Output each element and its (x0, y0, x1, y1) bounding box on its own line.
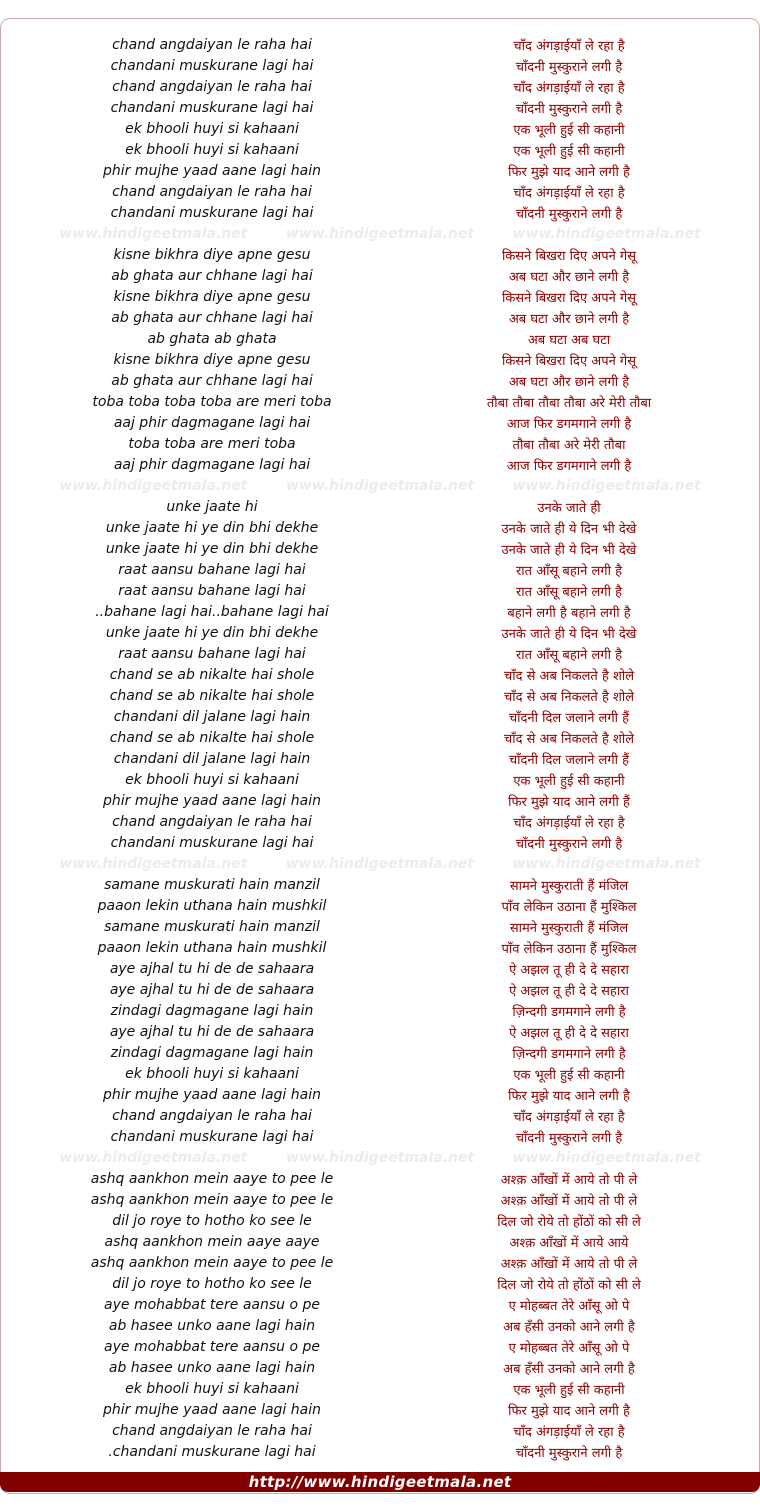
lyric-english: dil jo roye to hotho ko see le (112, 1275, 312, 1292)
lyric-hindi: ज़िन्दगी डगमगाने लगी है (512, 1004, 626, 1020)
lyric-line (0, 1357, 760, 1378)
lyric-hindi: दिल जो रोये तो होंठों को सी ले (497, 1214, 641, 1230)
lyric-line (0, 937, 760, 958)
lyric-line (0, 832, 760, 853)
lyric-english: ab ghata aur chhane lagi hai (111, 309, 313, 326)
lyric-line (0, 265, 760, 286)
lyric-line (0, 412, 760, 433)
lyric-line (0, 433, 760, 454)
lyric-hindi: ऐ अझल तू ही दे दे सहारा (509, 962, 629, 978)
lyric-hindi: उनके जाते ही ये दिन भी देखे (501, 542, 637, 558)
watermark-text: www.hindigeetmala.net (59, 1149, 248, 1166)
lyrics-container (0, 34, 760, 1462)
lyric-english: unke jaate hi (166, 498, 258, 515)
lyric-hindi: फिर मुझे याद आने लगी है (508, 164, 630, 180)
lyric-line (0, 664, 760, 685)
lyric-hindi: रात आँसू बहाने लगी है (515, 584, 622, 600)
lyric-english: chand angdaiyan le raha hai (112, 183, 312, 200)
watermark-row (0, 1147, 760, 1168)
lyric-hindi: चाँदनी मुस्कुराने लगी है (515, 836, 623, 852)
lyric-english: aye ajhal tu hi de de sahaara (109, 1023, 315, 1040)
lyric-english: chandani dil jalane lagi hain (113, 750, 311, 767)
lyric-hindi: अब हँसी उनको आने लगी है (503, 1319, 635, 1335)
lyric-hindi: उनके जाते ही ये दिन भी देखे (501, 521, 637, 537)
lyric-hindi: अश्क़ आँखों में आये आये (509, 1235, 629, 1251)
lyric-line (0, 1021, 760, 1042)
watermark-text: www.hindigeetmala.net (59, 225, 248, 242)
lyric-line (0, 1210, 760, 1231)
lyric-english: paaon lekin uthana hain mushkil (97, 939, 327, 956)
lyric-line (0, 1084, 760, 1105)
lyric-line (0, 958, 760, 979)
watermark-row (0, 475, 760, 496)
lyric-hindi: उनके जाते ही (537, 500, 601, 516)
lyric-english: chand se ab nikalte hai shole (109, 666, 315, 683)
lyric-line (0, 349, 760, 370)
lyric-english: ab hasee unko aane lagi hain (108, 1359, 316, 1376)
lyric-english: ek bhooli huyi si kahaani (125, 771, 299, 788)
lyric-english: chand angdaiyan le raha hai (112, 1107, 312, 1124)
lyric-english: dil jo roye to hotho ko see le (112, 1212, 312, 1229)
lyric-english: phir mujhe yaad aane lagi hain (103, 792, 321, 809)
lyric-line (0, 1126, 760, 1147)
lyric-hindi: चाँद अंगड़ाईयाँ ले रहा है (513, 185, 625, 201)
lyric-english: aye mohabbat tere aansu o pe (104, 1338, 320, 1355)
watermark-text: www.hindigeetmala.net (512, 855, 701, 872)
lyric-line (0, 685, 760, 706)
lyric-hindi: चाँद अंगड़ाईयाँ ले रहा है (513, 38, 625, 54)
lyric-line (0, 1378, 760, 1399)
watermark-row (0, 223, 760, 244)
lyric-line (0, 286, 760, 307)
lyric-line (0, 1294, 760, 1315)
lyric-hindi: एक भूली हुई सी कहानी (513, 773, 625, 789)
lyric-english: raat aansu bahane lagi hai (118, 645, 306, 662)
lyric-hindi: चाँदनी दिल जलाने लगी हैं (508, 710, 630, 726)
lyric-line (0, 34, 760, 55)
lyric-hindi: किसने बिखरा दिए अपने गेसू (501, 353, 637, 369)
lyric-english: kisne bikhra diye apne gesu (113, 288, 311, 305)
stanza (0, 874, 760, 1147)
lyric-english: paaon lekin uthana hain mushkil (97, 897, 327, 914)
lyric-english: phir mujhe yaad aane lagi hain (103, 162, 321, 179)
lyric-line (0, 601, 760, 622)
footer-bar (0, 1472, 760, 1492)
lyric-hindi: अब घटा और छाने लगी है (508, 269, 630, 285)
lyric-line (0, 706, 760, 727)
watermark-text: www.hindigeetmala.net (285, 855, 475, 872)
lyric-hindi: अब हँसी उनको आने लगी है (503, 1361, 635, 1377)
lyric-english: chand angdaiyan le raha hai (112, 1422, 312, 1439)
lyric-line (0, 874, 760, 895)
lyric-english: ashq aankhon mein aaye aaye (104, 1233, 320, 1250)
lyric-hindi: एक भूली हुई सी कहानी (513, 122, 625, 138)
lyric-line (0, 916, 760, 937)
lyric-english: chandani muskurane lagi hai (110, 204, 314, 221)
lyric-line (0, 1399, 760, 1420)
lyric-english: chandani muskurane lagi hai (110, 1128, 314, 1145)
lyric-english: ab ghata aur chhane lagi hai (111, 372, 313, 389)
lyric-line (0, 1000, 760, 1021)
lyric-line (0, 979, 760, 1000)
lyric-line (0, 307, 760, 328)
lyric-english: chand angdaiyan le raha hai (112, 36, 312, 53)
lyric-hindi: चाँदनी दिल जलाने लगी हैं (508, 752, 630, 768)
lyric-english: unke jaate hi ye din bhi dekhe (105, 624, 319, 641)
lyric-hindi: किसने बिखरा दिए अपने गेसू (501, 290, 637, 306)
lyric-hindi: ज़िन्दगी डगमगाने लगी है (512, 1046, 626, 1062)
watermark-text: www.hindigeetmala.net (512, 225, 701, 242)
lyric-line (0, 181, 760, 202)
lyric-hindi: चाँद से अब निकलते है शोले (503, 731, 635, 747)
lyric-hindi: चाँदनी मुस्कुराने लगी है (515, 1130, 623, 1146)
lyric-english: toba toba toba toba are meri toba (92, 393, 332, 410)
lyric-hindi: दिल जो रोये तो होंठों को सी ले (497, 1277, 641, 1293)
lyric-line (0, 895, 760, 916)
lyric-hindi: फिर मुझे याद आने लगी है (508, 1403, 630, 1419)
lyric-english: chandani dil jalane lagi hain (113, 708, 311, 725)
lyric-english: phir mujhe yaad aane lagi hain (103, 1401, 321, 1418)
lyric-hindi: तौबा तौबा तौबा तौबा अरे मेरी तौबा (486, 395, 652, 411)
lyric-hindi: अब घटा और छाने लगी है (508, 311, 630, 327)
stanza (0, 1168, 760, 1462)
lyric-english: kisne bikhra diye apne gesu (113, 246, 311, 263)
lyric-line (0, 1252, 760, 1273)
lyric-english: chand angdaiyan le raha hai (112, 78, 312, 95)
lyric-hindi: एक भूली हुई सी कहानी (513, 1382, 625, 1398)
lyric-hindi: फिर मुझे याद आने लगी हैं (508, 794, 630, 810)
lyric-english: chand se ab nikalte hai shole (109, 729, 315, 746)
lyric-line (0, 55, 760, 76)
lyric-line (0, 1168, 760, 1189)
lyric-hindi: चाँदनी मुस्कुराने लगी है (515, 206, 623, 222)
lyric-hindi: चाँद से अब निकलते है शोले (503, 689, 635, 705)
lyric-line (0, 580, 760, 601)
lyric-hindi: अश्क़ आँखों में आये तो पी ले (500, 1172, 638, 1188)
lyric-hindi: ए मोहब्बत तेरे आँसू ओ पे (508, 1298, 630, 1314)
lyric-line (0, 118, 760, 139)
lyric-hindi: तौबा तौबा अरे मेरी तौबा (512, 437, 626, 453)
lyric-hindi: ऐ अझल तू ही दे दे सहारा (509, 983, 629, 999)
lyric-line (0, 538, 760, 559)
watermark-text: www.hindigeetmala.net (512, 477, 701, 494)
lyric-line (0, 76, 760, 97)
lyric-english: chand se ab nikalte hai shole (109, 687, 315, 704)
footer-url[interactable]: http://www.hindigeetmala.net (248, 1473, 512, 1491)
lyric-hindi: आज फिर डगमगाने लगी है (506, 458, 632, 474)
lyric-english: ek bhooli huyi si kahaani (125, 1065, 299, 1082)
lyric-english: chandani muskurane lagi hai (110, 99, 314, 116)
lyric-english: samane muskurati hain manzil (104, 876, 320, 893)
lyric-line (0, 1336, 760, 1357)
lyric-line (0, 643, 760, 664)
lyric-line (0, 496, 760, 517)
lyric-hindi: ए मोहब्बत तेरे आँसू ओ पे (508, 1340, 630, 1356)
lyric-line (0, 790, 760, 811)
lyric-english: zindagi dagmagane lagi hain (110, 1044, 314, 1061)
lyric-line (0, 811, 760, 832)
lyric-line (0, 370, 760, 391)
lyric-hindi: चाँद अंगड़ाईयाँ ले रहा है (513, 80, 625, 96)
lyric-hindi: चाँदनी मुस्कुराने लगी है (515, 59, 623, 75)
lyric-english: chandani muskurane lagi hai (110, 834, 314, 851)
lyric-hindi: चाँद अंगड़ाईयाँ ले रहा है (513, 1109, 625, 1125)
lyric-hindi: चाँद से अब निकलते है शोले (503, 668, 635, 684)
lyric-line (0, 328, 760, 349)
lyric-hindi: अब घटा और छाने लगी है (508, 374, 630, 390)
lyric-english: chandani muskurane lagi hai (110, 57, 314, 74)
lyric-english: .chandani muskurane lagi hai (108, 1443, 316, 1460)
lyric-line (0, 1189, 760, 1210)
lyric-english: ashq aankhon mein aaye to pee le (90, 1254, 334, 1271)
lyric-hindi: किसने बिखरा दिए अपने गेसू (501, 248, 637, 264)
lyric-hindi: रात आँसू बहाने लगी है (515, 647, 622, 663)
lyric-hindi: एक भूली हुई सी कहानी (513, 1067, 625, 1083)
lyric-hindi: ऐ अझल तू ही दे दे सहारा (509, 1025, 629, 1041)
lyric-hindi: रात आँसू बहाने लगी है (515, 563, 622, 579)
lyric-hindi: पाँव लेकिन उठाना हैं मुश्किल (501, 899, 637, 915)
lyric-hindi: चाँदनी मुस्कुराने लगी है (515, 1445, 623, 1461)
lyric-line (0, 559, 760, 580)
watermark-text: www.hindigeetmala.net (59, 477, 248, 494)
watermark-text: www.hindigeetmala.net (285, 225, 475, 242)
lyric-hindi: चाँद अंगड़ाईयाँ ले रहा है (513, 1424, 625, 1440)
lyric-english: ab ghata ab ghata (147, 330, 277, 347)
lyric-english: unke jaate hi ye din bhi dekhe (105, 519, 319, 536)
lyric-line (0, 97, 760, 118)
lyric-english: ek bhooli huyi si kahaani (125, 141, 299, 158)
lyric-hindi: एक भूली हुई सी कहानी (513, 143, 625, 159)
lyric-english: aye ajhal tu hi de de sahaara (109, 981, 315, 998)
lyric-english: aye mohabbat tere aansu o pe (104, 1296, 320, 1313)
lyric-english: aaj phir dagmagane lagi hai (113, 456, 311, 473)
lyric-line (0, 517, 760, 538)
lyric-english: phir mujhe yaad aane lagi hain (103, 1086, 321, 1103)
lyric-line (0, 727, 760, 748)
lyric-english: ashq aankhon mein aaye to pee le (90, 1170, 334, 1187)
lyric-hindi: अश्क़ आँखों में आये तो पी ले (500, 1193, 638, 1209)
watermark-text: www.hindigeetmala.net (285, 477, 475, 494)
lyric-line (0, 1273, 760, 1294)
lyric-line (0, 139, 760, 160)
lyric-line (0, 1441, 760, 1462)
lyric-hindi: अश्क़ आँखों में आये तो पी ले (500, 1256, 638, 1272)
lyric-english: raat aansu bahane lagi hai (118, 582, 306, 599)
lyric-hindi: सामने मुस्कुराती हैं मंजिल (509, 920, 629, 936)
lyric-line (0, 748, 760, 769)
lyric-line (0, 1420, 760, 1441)
lyric-english: ek bhooli huyi si kahaani (125, 1380, 299, 1397)
lyric-english: ek bhooli huyi si kahaani (125, 120, 299, 137)
lyric-line (0, 1063, 760, 1084)
lyric-hindi: चाँद अंगड़ाईयाँ ले रहा है (513, 815, 625, 831)
lyric-line (0, 160, 760, 181)
lyric-hindi: सामने मुस्कुराती हैं मंजिल (509, 878, 629, 894)
watermark-text: www.hindigeetmala.net (512, 1149, 701, 1166)
watermark-row (0, 853, 760, 874)
lyric-english: ab ghata aur chhane lagi hai (111, 267, 313, 284)
lyric-line (0, 1105, 760, 1126)
lyric-english: aaj phir dagmagane lagi hai (113, 414, 311, 431)
lyric-line (0, 1231, 760, 1252)
lyric-english: ashq aankhon mein aaye to pee le (90, 1191, 334, 1208)
lyric-english: samane muskurati hain manzil (104, 918, 320, 935)
lyric-hindi: उनके जाते ही ये दिन भी देखे (501, 626, 637, 642)
watermark-text: www.hindigeetmala.net (285, 1149, 475, 1166)
lyric-english: ab hasee unko aane lagi hain (108, 1317, 316, 1334)
lyric-hindi: चाँदनी मुस्कुराने लगी है (515, 101, 623, 117)
lyric-english: zindagi dagmagane lagi hain (110, 1002, 314, 1019)
stanza (0, 496, 760, 853)
lyric-line (0, 244, 760, 265)
lyric-english: chand angdaiyan le raha hai (112, 813, 312, 830)
lyric-line (0, 1042, 760, 1063)
lyric-line (0, 622, 760, 643)
stanza (0, 34, 760, 223)
lyric-english: unke jaate hi ye din bhi dekhe (105, 540, 319, 557)
lyric-english: kisne bikhra diye apne gesu (113, 351, 311, 368)
lyric-line (0, 454, 760, 475)
lyric-hindi: पाँव लेकिन उठाना हैं मुश्किल (501, 941, 637, 957)
lyric-english: raat aansu bahane lagi hai (118, 561, 306, 578)
lyric-hindi: आज फिर डगमगाने लगी है (506, 416, 632, 432)
lyric-line (0, 1315, 760, 1336)
lyric-english: aye ajhal tu hi de de sahaara (109, 960, 315, 977)
lyric-hindi: अब घटा अब घटा (527, 332, 611, 348)
lyric-line (0, 391, 760, 412)
lyric-hindi: फिर मुझे याद आने लगी है (508, 1088, 630, 1104)
lyric-english: toba toba are meri toba (128, 435, 296, 452)
watermark-text: www.hindigeetmala.net (59, 855, 248, 872)
lyric-line (0, 202, 760, 223)
lyric-hindi: बहाने लगी है बहाने लगी है (507, 605, 631, 621)
lyric-line (0, 769, 760, 790)
lyric-english: ..bahane lagi hai..bahane lagi hai (95, 603, 329, 620)
stanza (0, 244, 760, 475)
